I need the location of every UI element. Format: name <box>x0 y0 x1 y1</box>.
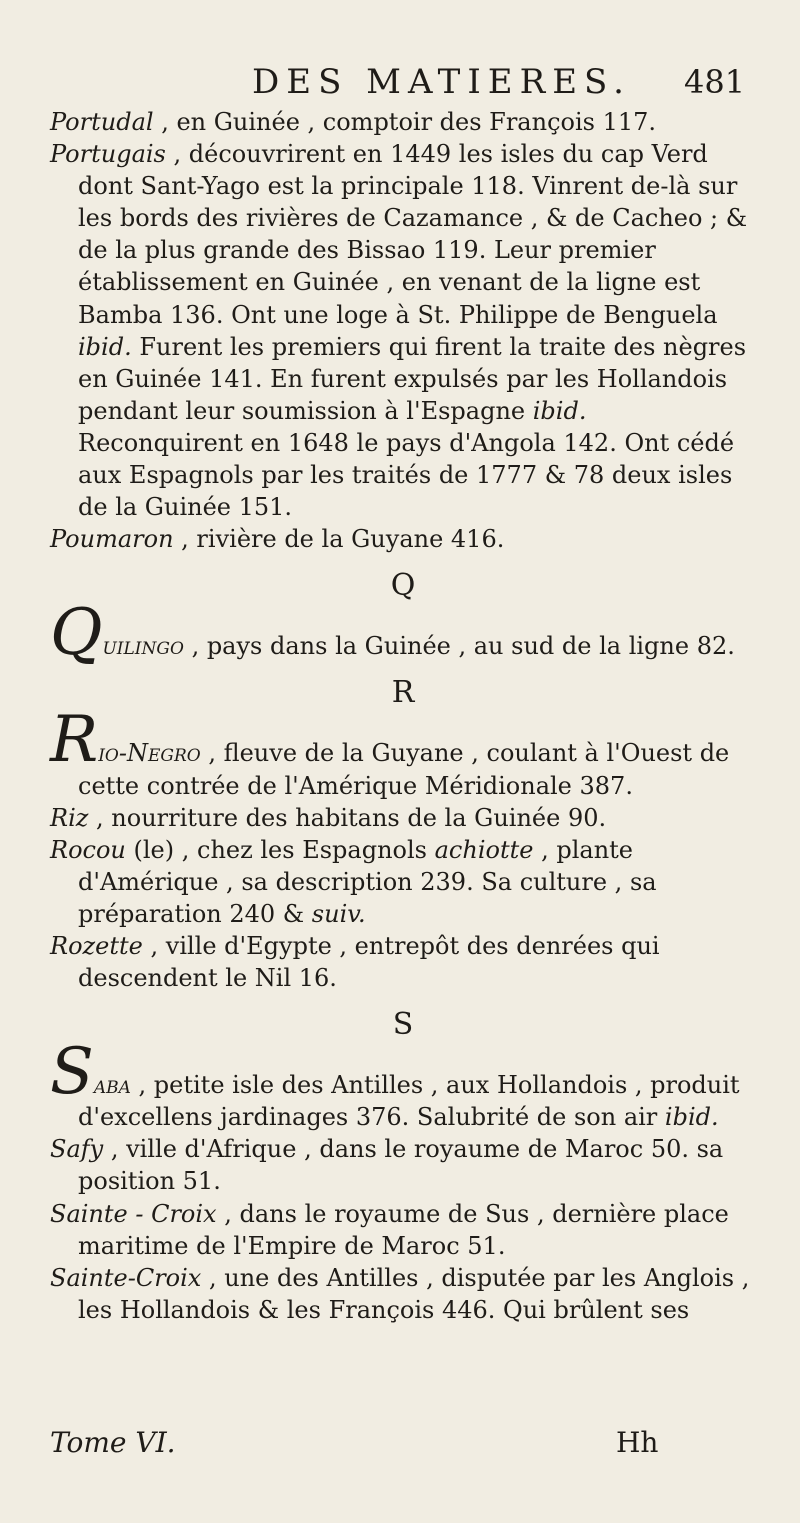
index-entries <box>50 106 756 1326</box>
entry-text: Reconquirent en 1648 le pays d'Angola 142. Ont cédé aux Espagnols par les traités de 1777 & 78 deux isles de la Guinée 151. <box>78 428 735 522</box>
drop-cap: Q <box>50 596 103 671</box>
entry-text: , ville d'Afrique , dans le royaume de Maroc 50. sa position 51. <box>78 1135 724 1196</box>
entry-text: , une des Antilles , disputée par les Anglois , les Hollandois & les François 446. Qui brûlent ses <box>78 1263 750 1324</box>
entry-quilingo <box>50 596 756 671</box>
entry-safy <box>50 1133 756 1197</box>
entry-sainte-croix-maroc <box>50 1198 756 1262</box>
volume-label: Tome VI. <box>50 1426 176 1459</box>
entry-headword: Riz <box>50 803 89 832</box>
page-footer <box>50 1426 756 1466</box>
entry-headword: uilingo <box>102 632 184 661</box>
entry-reference: ibid. <box>78 332 132 361</box>
entry-text: , rivière de la Guyane 416. <box>181 525 505 554</box>
entry-italic-term: achiotte <box>434 835 534 864</box>
drop-cap: S <box>50 1035 94 1110</box>
entry-headword: Rozette <box>50 931 143 960</box>
entry-portugais <box>50 138 756 523</box>
entry-text: , fleuve de la Guyane , coulant à l'Ouest de cette contrée de l'Amérique Méridionale 387. <box>78 739 730 800</box>
entry-poumaron <box>50 523 756 555</box>
entry-headword: Portugais <box>50 140 166 169</box>
entry-text: , nourriture des habitans de la Guinée 90. <box>96 803 607 832</box>
entry-saba <box>50 1035 756 1133</box>
entry-headword: Safy <box>50 1135 104 1164</box>
entry-rozette <box>50 930 756 994</box>
entry-rio-negro <box>50 703 756 801</box>
header-title: DES MATIERES. <box>252 62 631 102</box>
entry-text: , découvrirent en 1449 les isles du cap Verd dont Sant-Yago est la principale 118. Vinrent de-là sur les bords des rivières de Cazamance , & de Cacheo ; & de la plus grande des Bissao 119. Leur premier établissement en Guinée , en venant de la ligne est Bamba 136. Ont une loge à St. Philippe de Benguela <box>78 140 748 329</box>
entry-text: , petite isle des Antilles , aux Hollandois , produit d'excellens jardinages 376. Salubrité de son air <box>78 1071 740 1132</box>
entry-headword: Portudal <box>50 108 154 136</box>
entry-riz <box>50 802 756 834</box>
entry-text: , pays dans la Guinée , au sud de la ligne 82. <box>191 632 735 661</box>
entry-headword: io-Negro <box>98 739 201 768</box>
entry-reference: suiv. <box>311 899 366 928</box>
entry-headword: Poumaron <box>50 525 174 554</box>
section-letter-s: S <box>392 1007 414 1043</box>
entry-headword: Sainte-Croix <box>50 1263 202 1292</box>
section-letter-r: R <box>391 675 415 711</box>
entry-portudal <box>50 106 756 138</box>
entry-text: , dans le royaume de Sus , dernière place maritime de l'Empire de Maroc 51. <box>78 1199 729 1260</box>
entry-headword: Sainte - Croix <box>50 1199 217 1228</box>
entry-text: , ville d'Egypte , entrepôt des denrées qui descendent le Nil 16. <box>78 931 660 993</box>
entry-headword: Rocou <box>50 835 126 864</box>
entry-headword: aba <box>93 1071 131 1100</box>
section-letter-q: Q <box>390 568 416 604</box>
drop-cap: R <box>50 703 99 778</box>
entry-sainte-croix-antilles <box>50 1262 756 1326</box>
page-number: 481 <box>684 63 746 101</box>
signature-mark: Hh <box>616 1426 659 1459</box>
entry-text: , en Guinée , comptoir des François 117. <box>161 108 657 136</box>
entry-reference: ibid. <box>664 1103 719 1132</box>
entry-text: (le) , chez les Espagnols <box>133 835 427 864</box>
entry-reference: ibid. <box>532 396 587 425</box>
entry-rocou <box>50 834 756 930</box>
running-header <box>0 62 800 102</box>
entry-text: Furent les premiers qui firent la traite des nègres en Guinée 141. En furent expulsés par les Hollandois pendant leur soumission à l'Espagne <box>78 332 747 425</box>
entry-text: , plante d'Amérique , sa description 239. Sa culture , sa préparation 240 & <box>78 835 657 928</box>
